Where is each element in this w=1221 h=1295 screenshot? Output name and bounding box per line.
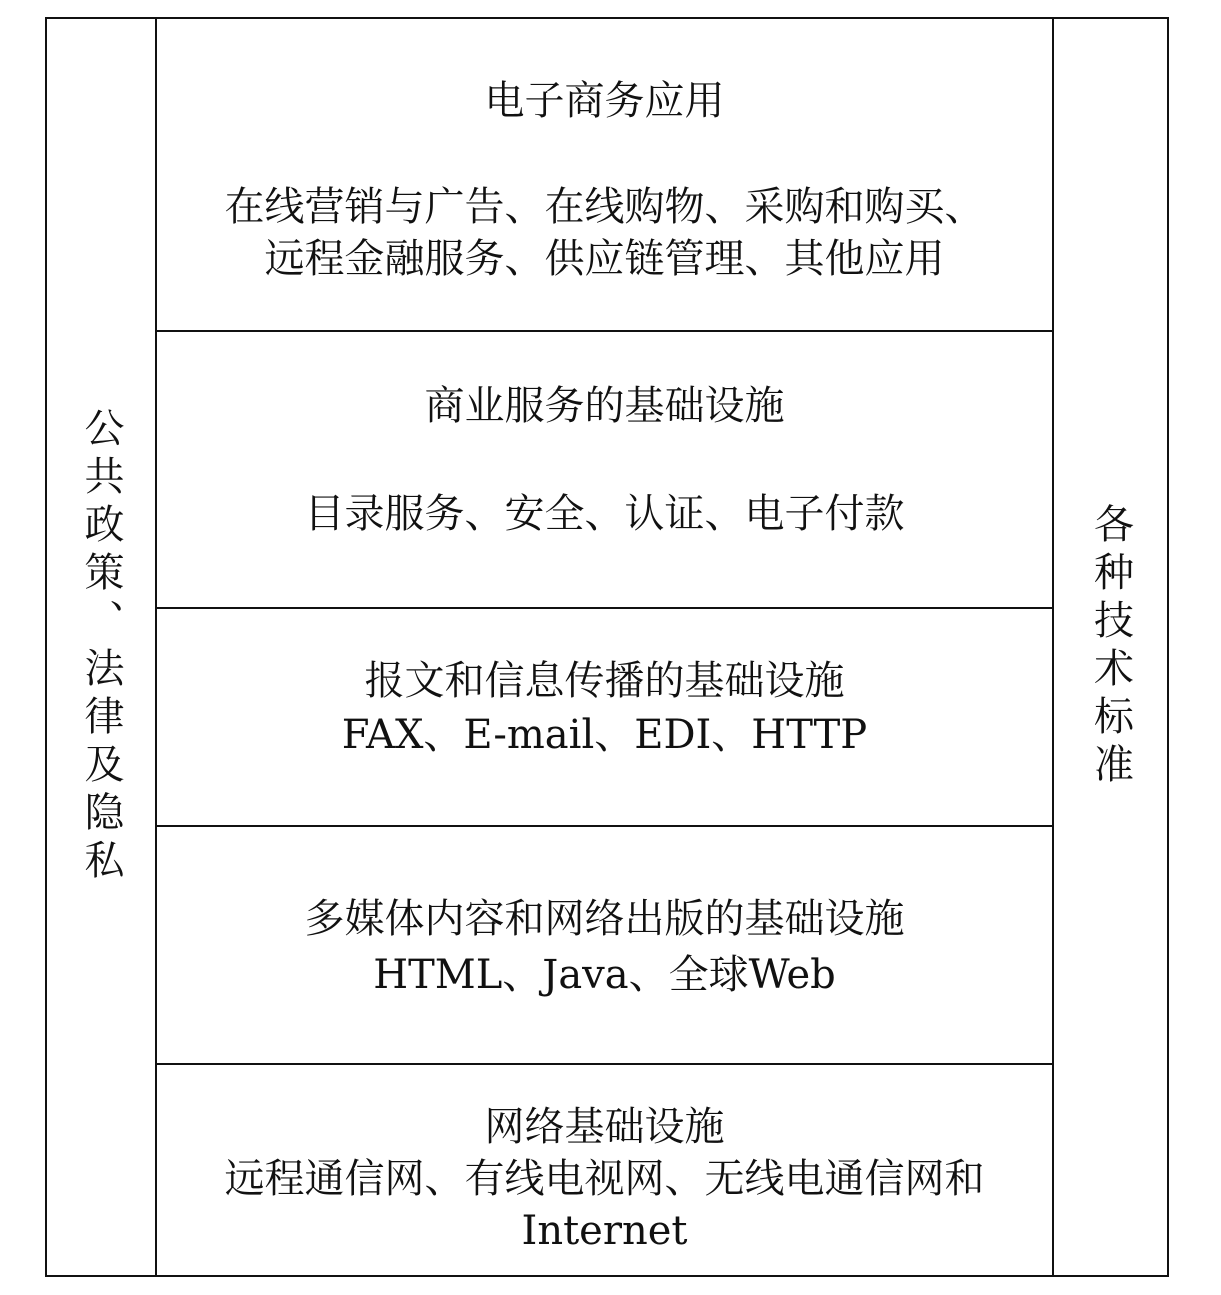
layer-body (157, 709, 1052, 761)
layer-line: FAX、E-mail、EDI、HTTP (341, 712, 868, 758)
right-side-column (1052, 19, 1167, 1275)
layer-multimedia-publishing (157, 825, 1052, 1063)
left-side-column (47, 19, 157, 1275)
layer-line: Internet (521, 1208, 688, 1254)
layer-line: 远程金融服务、供应链管理、其他应用 (264, 236, 945, 282)
layer-body (157, 181, 1052, 285)
diagram-frame (45, 17, 1169, 1277)
layer-stack (157, 19, 1052, 1275)
layer-title: 多媒体内容和网络出版的基础设施 (304, 896, 905, 942)
layer-messaging (157, 607, 1052, 825)
layer-title: 网络基础设施 (484, 1104, 725, 1150)
layer-body (157, 949, 1052, 1001)
layer-line: 远程通信网、有线电视网、无线电通信网和 (224, 1156, 985, 1202)
layer-business-services (157, 330, 1052, 607)
layer-network-infrastructure (157, 1063, 1052, 1275)
layer-body (157, 488, 1052, 540)
layer-body (157, 1153, 1052, 1257)
layer-ecommerce-applications (157, 19, 1052, 330)
layer-line: HTML、Java、全球Web (373, 952, 836, 998)
layer-title: 电子商务应用 (484, 78, 725, 124)
layer-line: 目录服务、安全、认证、电子付款 (304, 491, 905, 537)
right-side-label: 各种技术标准 (1087, 503, 1134, 791)
layer-title: 商业服务的基础设施 (424, 383, 785, 429)
left-side-label: 公共政策、法律及隐私 (78, 407, 124, 887)
layer-line: 在线营销与广告、在线购物、采购和购买、 (224, 184, 985, 230)
layer-title: 报文和信息传播的基础设施 (364, 658, 845, 704)
